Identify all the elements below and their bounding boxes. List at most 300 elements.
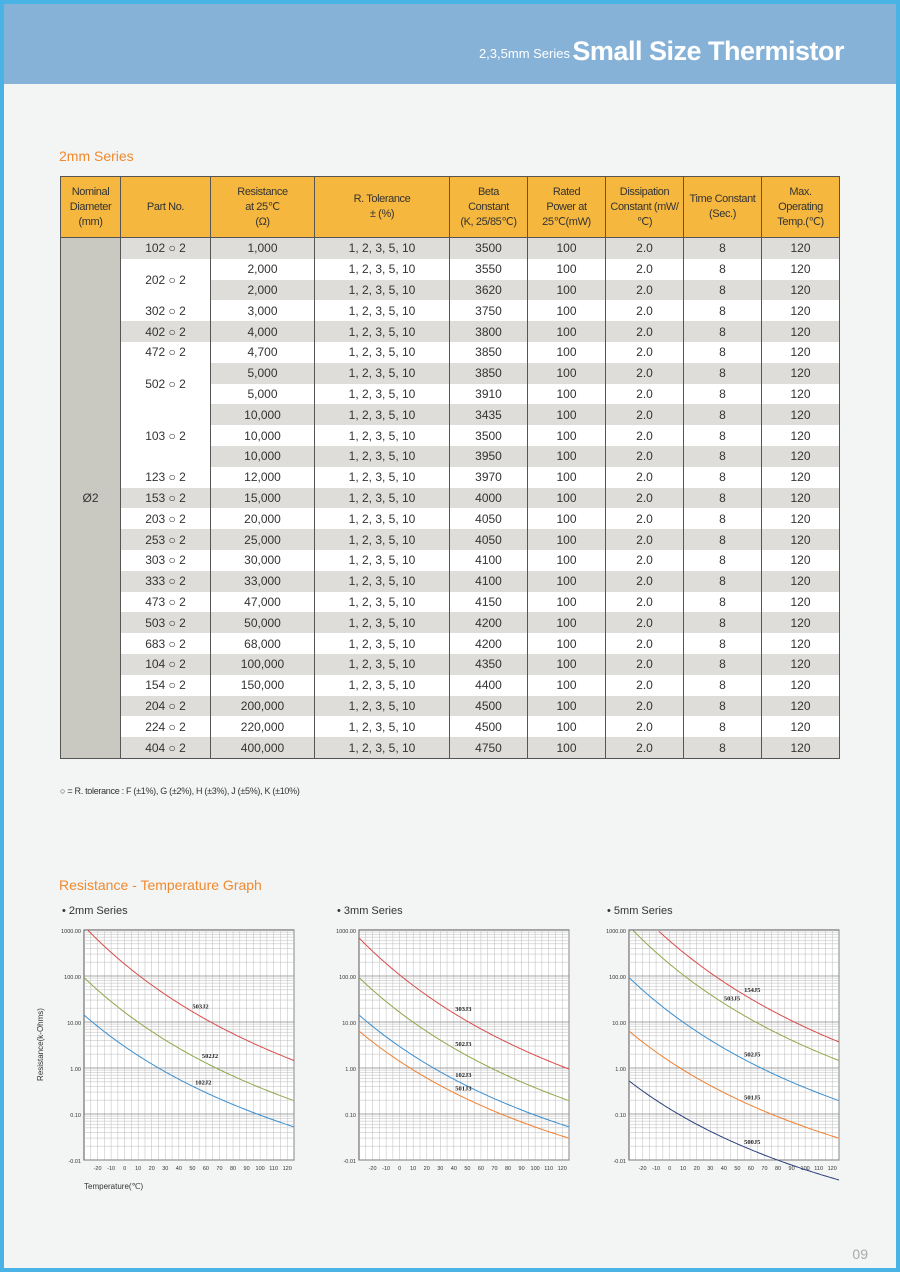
x-tick-label: 100 [530,1166,540,1172]
table-cell: 4350 [450,654,528,675]
table-row [61,654,840,675]
table-cell: 30,000 [211,550,315,571]
table-cell: 2.0 [606,612,684,633]
y-tick-label: 1.00 [345,1067,356,1073]
part-no-cell: 683 ○ 2 [121,633,211,654]
table-cell: 8 [684,592,762,613]
part-no-cell: 402 ○ 2 [121,321,211,342]
table-cell: 100 [528,696,606,717]
table-header-cell: Nominal Diameter (mm) [61,177,121,238]
table-cell: 220,000 [211,716,315,737]
x-tick-label: 30 [437,1166,444,1172]
table-cell: 8 [684,280,762,301]
table-header-cell: Max. Operating Temp.(℃) [762,177,840,238]
table-cell: 3750 [450,300,528,321]
table-cell: 1, 2, 3, 5, 10 [315,384,450,405]
x-tick-label: 50 [464,1166,471,1172]
x-tick-label: 80 [504,1166,512,1172]
x-tick-label: 0 [398,1166,402,1172]
table-cell: 100 [528,508,606,529]
table-cell: 100 [528,654,606,675]
table-cell: 8 [684,529,762,550]
table-cell: 3910 [450,384,528,405]
table-cell: 8 [684,467,762,488]
x-tick-label: 100 [255,1166,265,1172]
x-tick-label: 40 [720,1166,727,1172]
chart-5mm [605,926,843,1172]
table-cell: 120 [762,363,840,384]
y-tick-label: 0.10 [70,1113,81,1119]
table-cell: 120 [762,529,840,550]
chart-svg [60,926,298,1172]
table-cell: 120 [762,342,840,363]
table-row [61,737,840,758]
table-cell: 100 [528,529,606,550]
table-cell: 3620 [450,280,528,301]
chart-3mm [335,926,573,1172]
x-tick-label: 50 [189,1166,196,1172]
table-row [61,300,840,321]
table-cell: 120 [762,425,840,446]
table-cell: 2.0 [606,716,684,737]
table-cell: 2.0 [606,404,684,425]
table-cell: 4100 [450,550,528,571]
table-cell: 12,000 [211,467,315,488]
table-cell: 1, 2, 3, 5, 10 [315,550,450,571]
table-row [61,321,840,342]
x-tick-label: 50 [734,1166,741,1172]
table-cell: 8 [684,571,762,592]
table-cell: 100 [528,300,606,321]
table-cell: 5,000 [211,384,315,405]
table-cell: 120 [762,675,840,696]
table-cell: 8 [684,342,762,363]
table-cell: 4,700 [211,342,315,363]
series-label: 503J2 [192,1003,209,1011]
table-cell: 100 [528,550,606,571]
part-no-cell: 102 ○ 2 [121,238,211,259]
page [4,4,896,1268]
series-label: 503J5 [723,995,741,1003]
table-cell: 100 [528,363,606,384]
table-cell: 2.0 [606,363,684,384]
graph-title-5mm: • 5mm Series [607,905,673,917]
x-tick-label: 120 [282,1166,292,1172]
table-cell: 100 [528,321,606,342]
table-cell: 100 [528,342,606,363]
chart-svg [605,926,843,1172]
table-cell: 1,000 [211,238,315,259]
table-cell: 15,000 [211,488,315,509]
table-cell: 2.0 [606,592,684,613]
x-tick-label: 0 [123,1166,127,1172]
table-cell: 47,000 [211,592,315,613]
table-cell: 3500 [450,425,528,446]
table-cell: 10,000 [211,404,315,425]
table-cell: 1, 2, 3, 5, 10 [315,280,450,301]
table-row [61,363,840,384]
table-cell: 4150 [450,592,528,613]
x-tick-label: 60 [747,1166,754,1172]
x-tick-label: 80 [229,1166,237,1172]
table-row [61,550,840,571]
table-row [61,404,840,425]
series-label: 154J5 [744,986,761,994]
table-cell: 200,000 [211,696,315,717]
table-cell: 2.0 [606,342,684,363]
table-cell: 10,000 [211,425,315,446]
part-no-cell: 103 ○ 2 [121,404,211,466]
table-cell: 100 [528,467,606,488]
table-row [61,467,840,488]
table-cell: 8 [684,654,762,675]
x-tick-label: -20 [93,1166,102,1172]
x-tick-label: 80 [774,1166,782,1172]
x-tick-label: 20 [148,1166,155,1172]
x-tick-label: 70 [216,1166,223,1172]
x-tick-label: 110 [269,1166,279,1172]
table-cell: 4200 [450,633,528,654]
table-cell: 100 [528,425,606,446]
table-row [61,259,840,280]
x-tick-label: -20 [638,1166,647,1172]
table-cell: 1, 2, 3, 5, 10 [315,300,450,321]
y-axis-label: Resistance(k-Ohms) [35,1008,45,1081]
table-cell: 4050 [450,529,528,550]
table-cell: 120 [762,321,840,342]
table-row [61,571,840,592]
table-cell: 120 [762,592,840,613]
table-cell: 8 [684,550,762,571]
part-no-cell: 303 ○ 2 [121,550,211,571]
table-cell: 120 [762,737,840,758]
table-cell: 2.0 [606,238,684,259]
y-tick-label: -0.01 [343,1159,356,1165]
table-cell: 400,000 [211,737,315,758]
table-header-cell: Rated Power at 25℃(mW) [528,177,606,238]
table-row [61,508,840,529]
table-header-cell: Resistance at 25℃ (Ω) [211,177,315,238]
table-cell: 120 [762,696,840,717]
table-cell: 120 [762,654,840,675]
part-no-cell: 154 ○ 2 [121,675,211,696]
table-row [61,529,840,550]
x-tick-label: 90 [788,1166,795,1172]
part-no-cell: 472 ○ 2 [121,342,211,363]
table-cell: 1, 2, 3, 5, 10 [315,529,450,550]
table-cell: 8 [684,300,762,321]
table-cell: 2,000 [211,259,315,280]
table-cell: 150,000 [211,675,315,696]
table-cell: 4500 [450,696,528,717]
section-title-graph: Resistance - Temperature Graph [59,877,262,893]
table-cell: 100 [528,446,606,467]
table-cell: 1, 2, 3, 5, 10 [315,342,450,363]
table-row [61,592,840,613]
table-cell: 4400 [450,675,528,696]
plot-area [84,930,294,1160]
table-row [61,633,840,654]
diameter-cell: Ø2 [61,238,121,759]
y-tick-label: 0.10 [615,1113,626,1119]
table-cell: 50,000 [211,612,315,633]
y-tick-label: -0.01 [68,1159,81,1165]
graph-title-3mm: • 3mm Series [337,905,403,917]
y-tick-label: 100.00 [339,975,356,981]
y-tick-label: 10.00 [67,1021,81,1027]
table-cell: 3970 [450,467,528,488]
header-banner [4,4,896,84]
table-cell: 3850 [450,342,528,363]
table-cell: 3850 [450,363,528,384]
table-cell: 120 [762,571,840,592]
table-cell: 4500 [450,716,528,737]
table-cell: 4100 [450,571,528,592]
table-cell: 8 [684,384,762,405]
table-row [61,696,840,717]
table-cell: 1, 2, 3, 5, 10 [315,467,450,488]
table-cell: 4050 [450,508,528,529]
chart-2mm [60,926,298,1172]
y-tick-label: 10.00 [612,1021,626,1027]
table-cell: 100 [528,633,606,654]
table-cell: 2.0 [606,280,684,301]
table-header-cell: Part No. [121,177,211,238]
part-no-cell: 253 ○ 2 [121,529,211,550]
x-tick-label: 40 [175,1166,182,1172]
table-cell: 2.0 [606,508,684,529]
table-header-cell: Beta Constant (K, 25/85℃) [450,177,528,238]
x-tick-label: 60 [202,1166,209,1172]
table-cell: 120 [762,612,840,633]
table-cell: 8 [684,508,762,529]
table-cell: 3550 [450,259,528,280]
table-cell: 100 [528,571,606,592]
part-no-cell: 302 ○ 2 [121,300,211,321]
x-tick-label: 120 [827,1166,837,1172]
part-no-cell: 224 ○ 2 [121,716,211,737]
table-cell: 2.0 [606,571,684,592]
spec-table [60,176,840,759]
y-tick-label: -0.01 [613,1159,626,1165]
table-cell: 2.0 [606,488,684,509]
table-cell: 2.0 [606,384,684,405]
table-cell: 1, 2, 3, 5, 10 [315,321,450,342]
y-tick-label: 1.00 [70,1067,81,1073]
series-label: 102J2 [195,1079,212,1087]
chart-svg [335,926,573,1172]
x-tick-label: 20 [693,1166,700,1172]
table-cell: 2.0 [606,654,684,675]
table-cell: 8 [684,321,762,342]
table-cell: 1, 2, 3, 5, 10 [315,654,450,675]
part-no-cell: 202 ○ 2 [121,259,211,301]
table-cell: 33,000 [211,571,315,592]
part-no-cell: 333 ○ 2 [121,571,211,592]
table-cell: 100 [528,384,606,405]
graph-title-2mm: • 2mm Series [62,905,128,917]
table-cell: 8 [684,675,762,696]
x-tick-label: 90 [518,1166,525,1172]
y-tick-label: 1000.00 [606,929,626,935]
y-tick-label: 1.00 [615,1067,626,1073]
table-cell: 1, 2, 3, 5, 10 [315,404,450,425]
table-cell: 100 [528,404,606,425]
table-cell: 8 [684,425,762,446]
table-cell: 3800 [450,321,528,342]
table-cell: 1, 2, 3, 5, 10 [315,508,450,529]
table-row [61,612,840,633]
table-row [61,238,840,259]
table-cell: 2.0 [606,529,684,550]
table-cell: 2.0 [606,633,684,654]
table-cell: 4,000 [211,321,315,342]
table-cell: 2.0 [606,446,684,467]
series-label: 501J3 [455,1085,472,1093]
x-tick-label: 70 [491,1166,498,1172]
table-cell: 8 [684,488,762,509]
part-no-cell: 203 ○ 2 [121,508,211,529]
x-tick-label: 70 [761,1166,768,1172]
table-cell: 3500 [450,238,528,259]
table-cell: 10,000 [211,446,315,467]
x-tick-label: -10 [652,1166,661,1172]
table-row [61,342,840,363]
header-series: 2,3,5mm Series [478,46,570,61]
table-cell: 8 [684,612,762,633]
part-no-cell: 404 ○ 2 [121,737,211,758]
x-tick-label: 90 [243,1166,250,1172]
series-label: 501J5 [744,1094,761,1102]
table-cell: 8 [684,446,762,467]
series-label: 303J3 [455,1006,472,1014]
table-cell: 120 [762,280,840,301]
table-cell: 1, 2, 3, 5, 10 [315,488,450,509]
table-cell: 120 [762,488,840,509]
table-row [61,675,840,696]
table-header-cell: R. Tolerance ± (%) [315,177,450,238]
table-cell: 1, 2, 3, 5, 10 [315,446,450,467]
table-cell: 2.0 [606,675,684,696]
table-cell: 5,000 [211,363,315,384]
table-cell: 120 [762,508,840,529]
table-cell: 2.0 [606,300,684,321]
table-cell: 1, 2, 3, 5, 10 [315,675,450,696]
table-cell: 120 [762,550,840,571]
table-cell: 100 [528,259,606,280]
table-cell: 8 [684,633,762,654]
section-title-2mm: 2mm Series [59,148,134,164]
table-cell: 120 [762,259,840,280]
part-no-cell: 503 ○ 2 [121,612,211,633]
table-cell: 100 [528,737,606,758]
table-cell: 20,000 [211,508,315,529]
table-cell: 1, 2, 3, 5, 10 [315,592,450,613]
table-cell: 4750 [450,737,528,758]
series-label: 502J5 [744,1051,761,1059]
y-tick-label: 100.00 [609,975,626,981]
series-label: 102J3 [455,1071,472,1079]
part-no-cell: 473 ○ 2 [121,592,211,613]
table-cell: 25,000 [211,529,315,550]
part-no-cell: 153 ○ 2 [121,488,211,509]
table-cell: 8 [684,737,762,758]
table-cell: 3,000 [211,300,315,321]
x-tick-label: 100 [800,1166,810,1172]
table-cell: 8 [684,404,762,425]
table-cell: 100 [528,238,606,259]
table-cell: 1, 2, 3, 5, 10 [315,612,450,633]
table-cell: 100 [528,592,606,613]
series-label: 502J2 [201,1052,219,1060]
table-cell: 100 [528,280,606,301]
x-tick-label: -20 [368,1166,377,1172]
table-cell: 1, 2, 3, 5, 10 [315,238,450,259]
table-cell: 68,000 [211,633,315,654]
x-tick-label: 10 [680,1166,687,1172]
table-cell: 2.0 [606,696,684,717]
table-cell: 8 [684,259,762,280]
table-cell: 120 [762,446,840,467]
part-no-cell: 502 ○ 2 [121,363,211,405]
y-tick-label: 1000.00 [61,929,81,935]
page-number: 09 [852,1246,868,1262]
table-header-row [61,177,840,238]
table-cell: 100 [528,675,606,696]
table-cell: 1, 2, 3, 5, 10 [315,633,450,654]
table-row [61,716,840,737]
y-tick-label: 100.00 [64,975,81,981]
y-tick-label: 10.00 [342,1021,356,1027]
plot-area [629,930,839,1160]
x-tick-label: 10 [135,1166,142,1172]
tolerance-note: ○ = R. tolerance : F (±1%), G (±2%), H (±3%), J (±5%), K (±10%) [60,786,300,796]
table-header-cell: Time Constant (Sec.) [684,177,762,238]
x-axis-label: Temperature(℃) [84,1182,144,1191]
part-no-cell: 123 ○ 2 [121,467,211,488]
table-cell: 120 [762,716,840,737]
table-cell: 120 [762,467,840,488]
x-tick-label: -10 [107,1166,116,1172]
x-tick-label: 20 [423,1166,430,1172]
table-cell: 100 [528,612,606,633]
table-cell: 8 [684,696,762,717]
table-cell: 1, 2, 3, 5, 10 [315,716,450,737]
table-cell: 2.0 [606,550,684,571]
x-tick-label: 60 [477,1166,484,1172]
table-cell: 100 [528,488,606,509]
x-tick-label: 30 [162,1166,169,1172]
table-cell: 120 [762,633,840,654]
table-cell: 100 [528,716,606,737]
x-tick-label: 30 [707,1166,714,1172]
table-cell: 2.0 [606,737,684,758]
table-cell: 2.0 [606,321,684,342]
table-cell: 8 [684,363,762,384]
page-title: Small Size Thermistor [572,36,844,66]
table-cell: 120 [762,384,840,405]
part-no-cell: 204 ○ 2 [121,696,211,717]
y-tick-label: 0.10 [345,1113,356,1119]
table-cell: 3435 [450,404,528,425]
table-cell: 2,000 [211,280,315,301]
table-cell: 1, 2, 3, 5, 10 [315,696,450,717]
table-cell: 120 [762,404,840,425]
part-no-cell: 104 ○ 2 [121,654,211,675]
x-tick-label: 110 [814,1166,824,1172]
table-cell: 1, 2, 3, 5, 10 [315,363,450,384]
table-cell: 2.0 [606,259,684,280]
